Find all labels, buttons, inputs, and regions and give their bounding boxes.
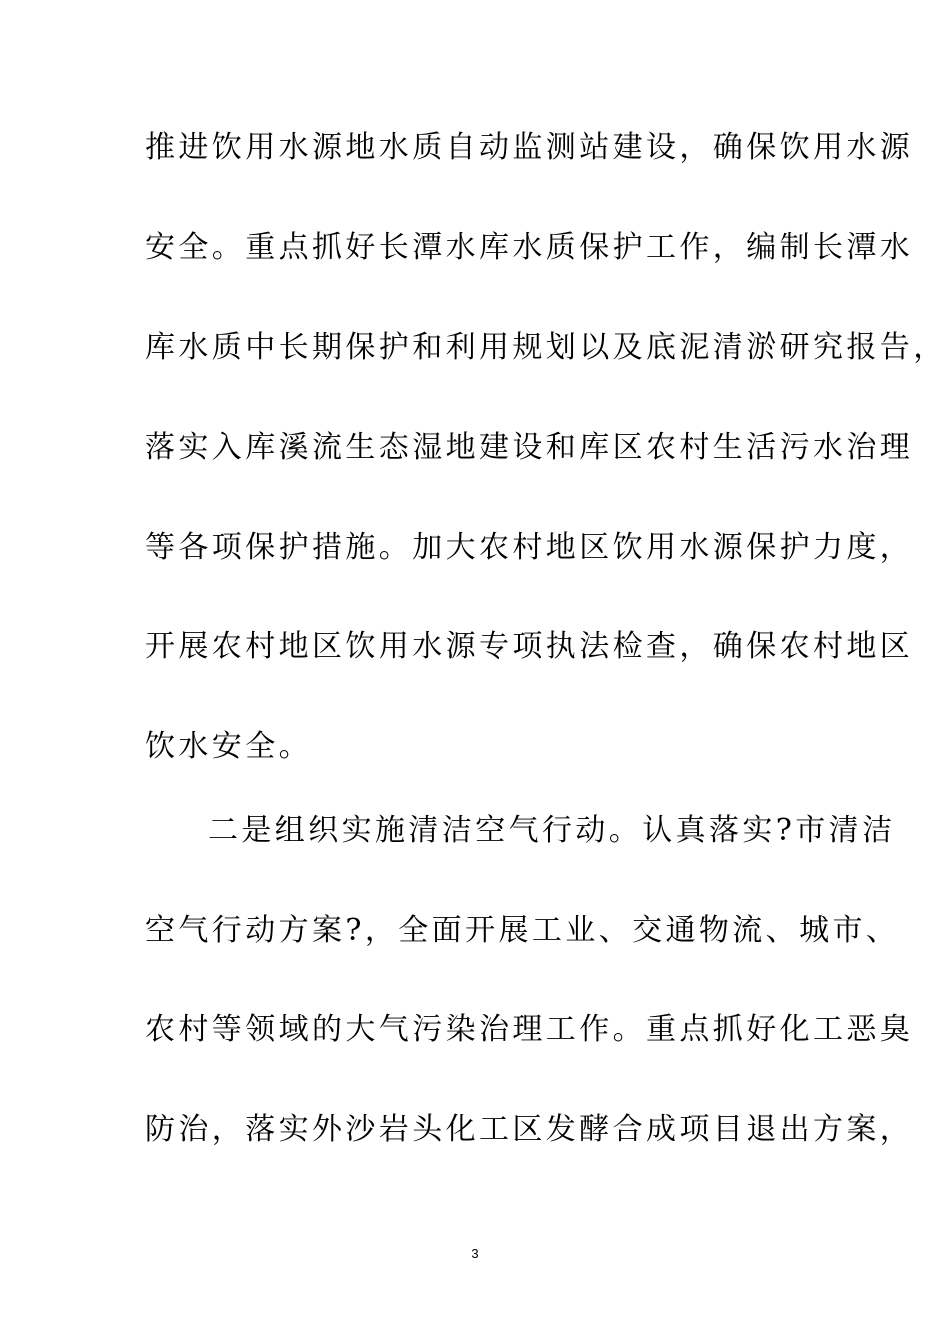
paragraph-line: 空气行动方案?，全面开展工业、交通物流、城市、 bbox=[145, 913, 900, 948]
paragraph-line: 农村等领域的大气污染治理工作。重点抓好化工恶臭 bbox=[145, 1012, 914, 1047]
paragraph-line: 开展农村地区饮用水源专项执法检查，确保农村地区 bbox=[145, 629, 914, 664]
paragraph-line: 库水质中长期保护和利用规划以及底泥清淤研究报告， bbox=[145, 330, 947, 365]
paragraph-line: 等各项保护措施。加大农村地区饮用水源保护力度， bbox=[145, 530, 914, 565]
paragraph-line: 饮水安全。 bbox=[145, 729, 312, 764]
paragraph-line: 防治，落实外沙岩头化工区发酵合成项目退出方案， bbox=[145, 1112, 914, 1147]
paragraph-line: 推进饮用水源地水质自动监测站建设，确保饮用水源 bbox=[145, 130, 914, 165]
paragraph-line: 二是组织实施清洁空气行动。认真落实?市清洁 bbox=[208, 813, 896, 848]
paragraph-line: 安全。重点抓好长潭水库水质保护工作，编制长潭水 bbox=[145, 230, 914, 265]
paragraph-line: 落实入库溪流生态湿地建设和库区农村生活污水治理 bbox=[145, 430, 914, 465]
page-number: 3 bbox=[471, 1246, 479, 1261]
